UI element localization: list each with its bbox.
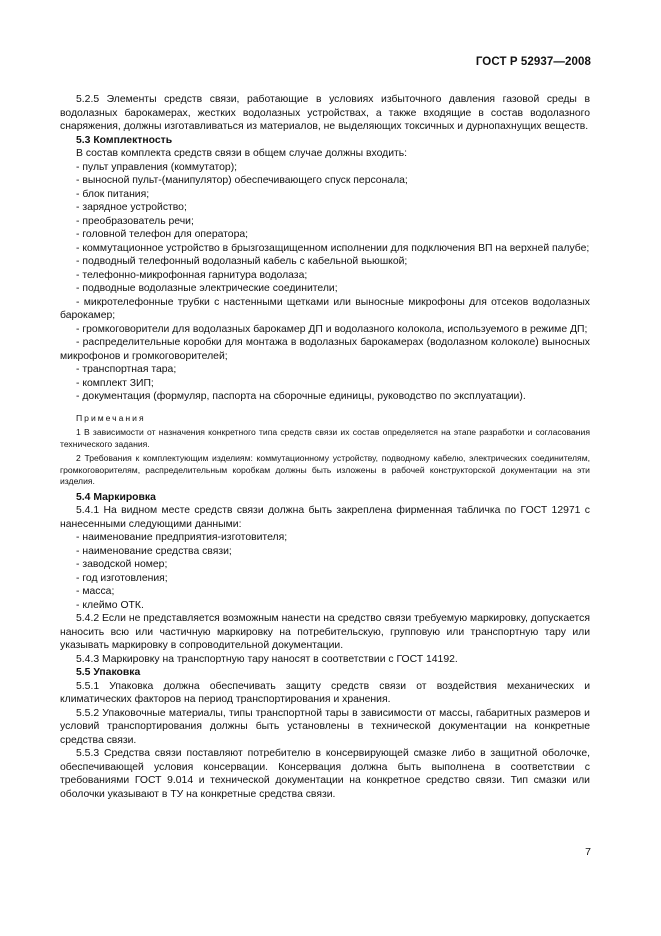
list-item: - громкоговорители для водолазных барокамер ДП и водолазного колокола, используемого в режиме ДП; [76, 323, 588, 335]
paragraph-5-2-5: 5.2.5 Элементы средств связи, работающие в условиях избыточного давления газовой среды в водолазных барокамерах, жестких водолазных устройствах, а также входящие в состав водолазного снаряжения, должны изготавливаться из материалов, не выделяющих токсичных и дурнопахнущих веществ. [60, 94, 590, 132]
paragraph-5-4-3: 5.4.3 Маркировку на транспортную тару наносят в соответствии с ГОСТ 14192. [76, 653, 458, 665]
list-item: - блок питания; [76, 188, 150, 200]
list-item: - подводный телефонный водолазный кабель с кабельной вьюшкой; [76, 256, 408, 267]
list-item: - распределительные коробки для монтажа в водолазных барокамерах (водолазном колоколе) выносных микрофонов и громкоговорителей; [60, 337, 590, 362]
page-number: 7 [585, 846, 591, 858]
paragraph-5-4-1: 5.4.1 На видном месте средств связи должна быть закреплена фирменная табличка по ГОСТ 12971 с нанесенными следующими данными: [60, 505, 590, 530]
list-item: - подводные водолазные электрические соединители; [76, 283, 338, 294]
list-item: - преобразователь речи; [76, 215, 194, 227]
list-item: - микротелефонные трубки с настенными щетками или выносные микрофоны для отсеков водолазных барокамер; [60, 296, 590, 321]
paragraph-5-3-intro: В состав комплекта средств связи в общем случае должны входить: [76, 148, 408, 159]
list-item: - наименование средства связи; [76, 545, 232, 557]
section-title-5-4: 5.4 Маркировка [76, 491, 156, 503]
list-item: - комплект ЗИП; [76, 377, 154, 389]
notes-heading: Примечания [76, 412, 146, 423]
list-item: - масса; [76, 586, 115, 597]
list-item: - коммутационное устройство в брызгозащищенном исполнении для подключения ВП на верхней палубе; [76, 242, 590, 254]
list-item: - год изготовления; [76, 572, 168, 584]
list-item: - заводской номер; [76, 559, 168, 570]
section-title-5-5: 5.5 Упаковка [76, 667, 141, 678]
list-item: - зарядное устройство; [76, 202, 187, 213]
list-item: - головной телефон для оператора; [76, 229, 249, 240]
list-item: - документация (формуляр, паспорта на сборочные единицы, руководство по эксплуатации). [76, 391, 526, 402]
page-body [60, 93, 590, 801]
list-item: - транспортная тара; [76, 364, 177, 375]
paragraph-5-4-2: 5.4.2 Если не представляется возможным нанести на средство связи требуемую маркировку, допускается наносить всю или частичную маркировку на потребительскую, групповую или транспортную тару или указывать маркировку в сопроводительной документации. [60, 613, 590, 651]
note-item: 2 Требования к комплектующим изделиям: коммутационному устройству, подводному кабелю, электрических соединителям, громкоговорителям, распределительным коробкам должны быть изложены в рабочей конструкторской документации на эти изделия. [60, 453, 590, 486]
list-item: - телефонно-микрофонная гарнитура водолаза; [76, 269, 308, 281]
document-code-header: ГОСТ Р 52937—2008 [475, 56, 591, 68]
paragraph-5-5-2: 5.5.2 Упаковочные материалы, типы транспортной тары в зависимости от массы, габаритных размеров и условий транспортирования должны быть установлены в технической документации на конкретные средства связи. [60, 707, 590, 746]
section-title-5-3: 5.3 Комплектность [76, 134, 173, 146]
paragraph-5-5-3: 5.5.3 Средства связи поставляют потребителю в консервирующей смазке либо в защитной оболочке, обеспечивающей условия консервации. Консервация должна быть выполнена в соответствии с требованиями ГОСТ 9.014 и технической документации на конкретное средство связи. Тип смазки или оболочки указывают в ТУ на конкретные средства связи. [60, 748, 590, 800]
list-item: - выносной пульт-(манипулятор) обеспечивающего спуск персонала; [76, 175, 408, 186]
notes-block [60, 413, 590, 488]
note-item: 1 В зависимости от назначения конкретного типа средств связи их состав определяется на этапе разработки и согласования технического задания. [60, 427, 590, 449]
list-item: - клеймо ОТК. [76, 599, 144, 611]
list-item: - наименование предприятия-изготовителя; [76, 532, 288, 543]
list-item: - пульт управления (коммутатор); [76, 161, 238, 173]
paragraph-5-5-1: 5.5.1 Упаковка должна обеспечивать защиту средств связи от воздействия механических и климатических факторов на период транспортирования и хранения. [60, 680, 590, 705]
